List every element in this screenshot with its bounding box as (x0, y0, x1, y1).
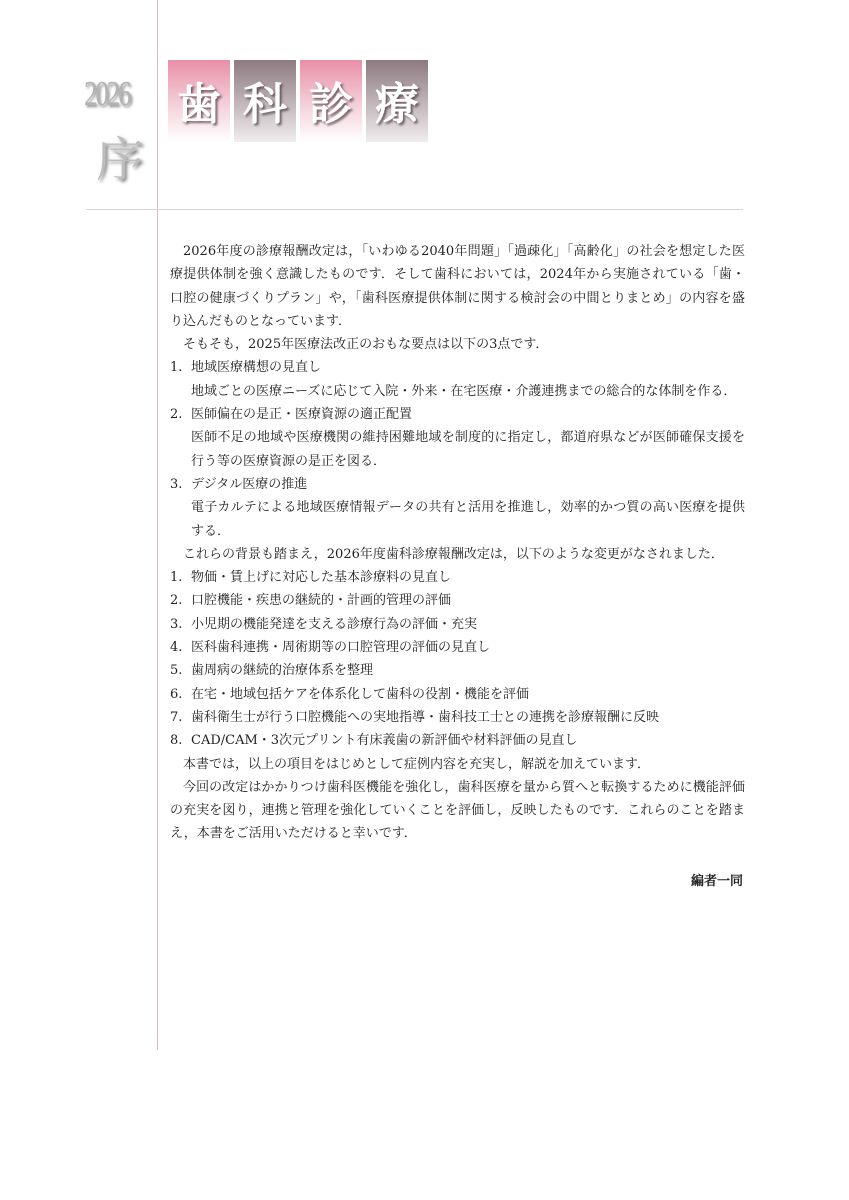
item-number: 1. (170, 570, 183, 586)
list-item (170, 589, 745, 612)
title-char: 療 (375, 79, 419, 130)
paragraph: そもそも，2025年医療法改正のおもな要点は以下の3点です． (183, 337, 549, 353)
item-text: 医科歯科連携・周術期等の口腔管理の評価の見直し (191, 640, 491, 656)
list-item (170, 683, 745, 706)
paragraph: これらの背景も踏まえ，2026年度歯科診療報酬改定は，以下のような変更がなされました． (183, 546, 724, 562)
item-text: CAD/CAM・3次元プリント有床義歯の新評価や材料評価の見直し (191, 733, 578, 749)
title-block (234, 60, 296, 142)
item-text: 物価・賃上げに対応した基本診療料の見直し (191, 570, 452, 586)
item-title: デジタル医療の推進 (191, 476, 308, 492)
item-text: 小児期の機能発達を支える診療行為の評価・充実 (191, 616, 478, 632)
list-item (170, 613, 745, 636)
vertical-rule (157, 0, 158, 1050)
title-char: 診 (309, 79, 353, 130)
item-description: 医師不足の地域や医療機関の維持困難地域を制度的に指定し，都道府県などが医師確保支援を行う等の医療資源の是正を図る． (191, 430, 745, 469)
header-year: 2026 (84, 74, 130, 113)
list-item (170, 636, 745, 659)
item-number: 2. (170, 593, 183, 609)
signature: 編者一同 (690, 874, 743, 889)
preface-body (170, 240, 745, 846)
paragraph: 本書では，以上の項目をはじめとして症例内容を充実し，解説を加えています． (183, 756, 650, 772)
item-number: 7. (170, 709, 183, 725)
item-text: 歯周病の継続的治療体系を整理 (191, 663, 374, 679)
title-char: 歯 (177, 79, 221, 130)
list-item (170, 473, 745, 496)
list-item (170, 729, 745, 752)
item-number: 6. (170, 686, 183, 702)
list-item (170, 659, 745, 682)
horizontal-rule (86, 209, 743, 210)
title-block (168, 60, 230, 142)
item-text: 歯科衛生士が行う口腔機能への実地指導・歯科技工士との連携を診療報酬に反映 (191, 709, 660, 725)
item-number: 8. (170, 733, 183, 749)
paragraph: 今回の改定はかかりつけ歯科医機能を強化し，歯科医療を量から質へと転換するために機能評価の充実を図り，連携と管理を強化していくことを評価し，反映したものです．これらのことを踏まえ，本書をご活用いただけると幸いです． (170, 779, 745, 842)
item-text: 口腔機能・疾患の継続的・計画的管理の評価 (191, 593, 452, 609)
title-char: 科 (243, 79, 287, 130)
item-text: 在宅・地域包括ケアを体系化して歯科の役割・機能を評価 (191, 686, 530, 702)
item-description: 電子カルテによる地域医療情報データの共有と活用を推進し，効率的かつ質の高い医療を提供する． (191, 500, 745, 539)
paragraph: 2026年度の診療報酬改定は，「いわゆる2040年問題」「過疎化」「高齢化」の社会を想定した医療提供体制を強く意識したものです．そして歯科においては，2024年から実施されている「歯・口腔の健康づくりプラン」や，「歯科医療提供体制に関する検討会の中間とりまとめ」の内容を盛り込んだものとなっています． (170, 244, 745, 329)
title-block (366, 60, 428, 142)
item-title: 地域医療構想の見直し (191, 360, 322, 376)
item-number: 5. (170, 663, 183, 679)
section-label: 序 (96, 132, 145, 188)
item-number: 4. (170, 640, 183, 656)
item-number: 3. (170, 616, 183, 632)
list-item (170, 403, 745, 426)
item-description: 地域ごとの医療ニーズに応じて入院・外来・在宅医療・介護連携までの総合的な体制を作る． (191, 383, 737, 399)
item-number: 1. (170, 360, 183, 376)
list-item (170, 706, 745, 729)
item-title: 医師偏在の是正・医療資源の適正配置 (191, 407, 413, 423)
item-number: 3. (170, 476, 183, 492)
list-item (170, 566, 745, 589)
book-title (168, 60, 428, 142)
item-number: 2. (170, 407, 183, 423)
list-item (170, 356, 745, 379)
title-block (300, 60, 362, 142)
